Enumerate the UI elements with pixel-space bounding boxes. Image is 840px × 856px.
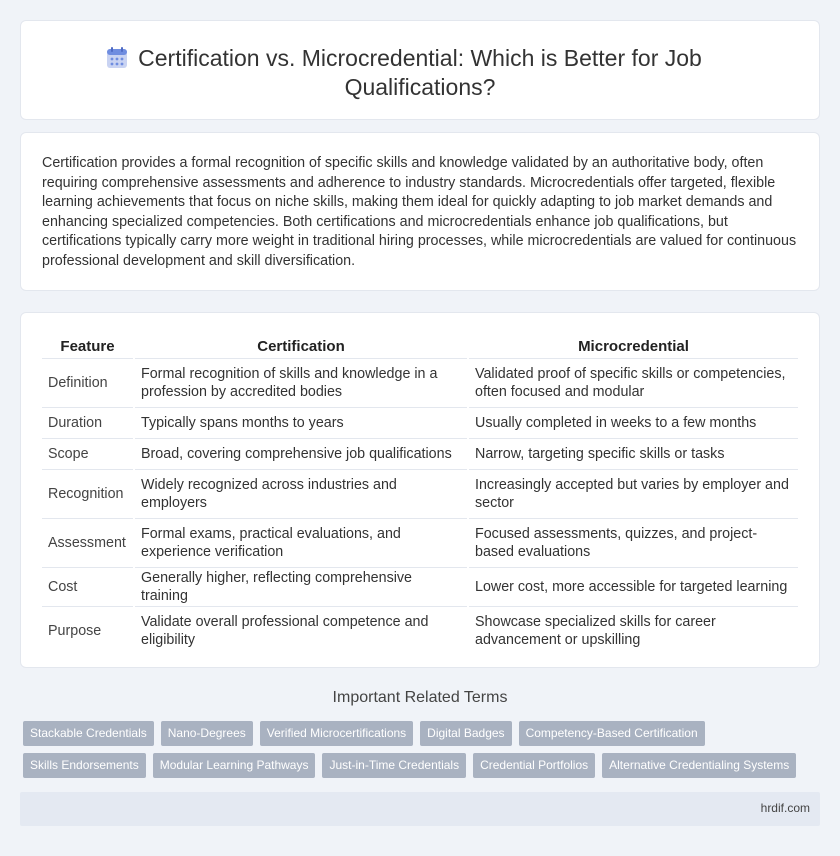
header-microcredential: Microcredential — [468, 334, 798, 358]
title-card — [20, 20, 820, 120]
certification-cell: Broad, covering comprehensive job qualifications — [134, 438, 468, 469]
table-row — [42, 407, 798, 438]
related-terms-row — [23, 753, 796, 778]
certification-cell: Formal recognition of skills and knowledge in a profession by accredited bodies — [134, 358, 468, 407]
intro-card — [20, 132, 820, 291]
related-term-tag[interactable]: Verified Microcertifications — [260, 721, 413, 746]
microcredential-cell: Narrow, targeting specific skills or tasks — [468, 438, 798, 469]
microcredential-cell: Showcase specialized skills for career advancement or upskilling — [468, 606, 798, 655]
header-certification: Certification — [134, 334, 468, 358]
related-term-tag[interactable]: Alternative Credentialing Systems — [602, 753, 796, 778]
table-header-row — [42, 334, 798, 358]
certification-cell: Formal exams, practical evaluations, and experience verification — [134, 518, 468, 567]
feature-cell: Cost — [42, 567, 134, 606]
related-term-tag[interactable]: Competency-Based Certification — [519, 721, 705, 746]
certification-cell: Generally higher, reflecting comprehensive training — [134, 567, 468, 606]
certification-cell: Validate overall professional competence and eligibility — [134, 606, 468, 655]
footer — [20, 792, 820, 826]
related-term-tag[interactable]: Nano-Degrees — [161, 721, 253, 746]
feature-cell: Purpose — [42, 606, 134, 655]
microcredential-cell: Usually completed in weeks to a few months — [468, 407, 798, 438]
microcredential-cell: Validated proof of specific skills or competencies, often focused and modular — [468, 358, 798, 407]
related-terms-heading: Important Related Terms — [332, 689, 508, 706]
footer-site[interactable]: hrdif.com — [760, 801, 810, 815]
related-term-tag[interactable]: Digital Badges — [420, 721, 511, 746]
table-row — [42, 358, 798, 407]
related-term-tag[interactable]: Credential Portfolios — [473, 753, 595, 778]
certification-cell: Typically spans months to years — [134, 407, 468, 438]
intro-paragraph: Certification provides a formal recognition of specific skills and knowledge validated by an authoritative body, often requiring comprehensive assessments and adherence to industry standards. Microcredentials offer targeted, flexible learning achievements that focus on niche skills, making them ideal for quickly adapting to job market demands and enhancing specialized competencies. Both certifications and microcredentials enhance job qualifications, but certifications typically carry more weight in traditional hiring processes, while microcredentials are valued for continuous professional development and skill diversification. — [42, 155, 797, 269]
certification-cell: Widely recognized across industries and employers — [134, 469, 468, 518]
feature-cell: Duration — [42, 407, 134, 438]
table-row — [42, 606, 798, 655]
related-term-tag[interactable]: Modular Learning Pathways — [153, 753, 316, 778]
feature-cell: Definition — [42, 358, 134, 407]
table-row — [42, 469, 798, 518]
feature-cell: Assessment — [42, 518, 134, 567]
microcredential-cell: Focused assessments, quizzes, and project-based evaluations — [468, 518, 798, 567]
related-terms-row — [23, 721, 705, 746]
table-row — [42, 438, 798, 469]
related-term-tag[interactable]: Just-in-Time Credentials — [322, 753, 466, 778]
related-term-tag[interactable]: Skills Endorsements — [23, 753, 146, 778]
microcredential-cell: Lower cost, more accessible for targeted learning — [468, 567, 798, 606]
feature-cell: Scope — [42, 438, 134, 469]
comparison-table-card — [20, 312, 820, 668]
comparison-table — [42, 334, 798, 655]
header-feature: Feature — [60, 337, 115, 355]
page-title: Certification vs. Microcredential: Which is Better for Job Qualifications? — [138, 45, 702, 100]
microcredential-cell: Increasingly accepted but varies by employer and sector — [468, 469, 798, 518]
table-row — [42, 518, 798, 567]
related-term-tag[interactable]: Stackable Credentials — [23, 721, 154, 746]
table-row — [42, 567, 798, 606]
feature-cell: Recognition — [42, 469, 134, 518]
